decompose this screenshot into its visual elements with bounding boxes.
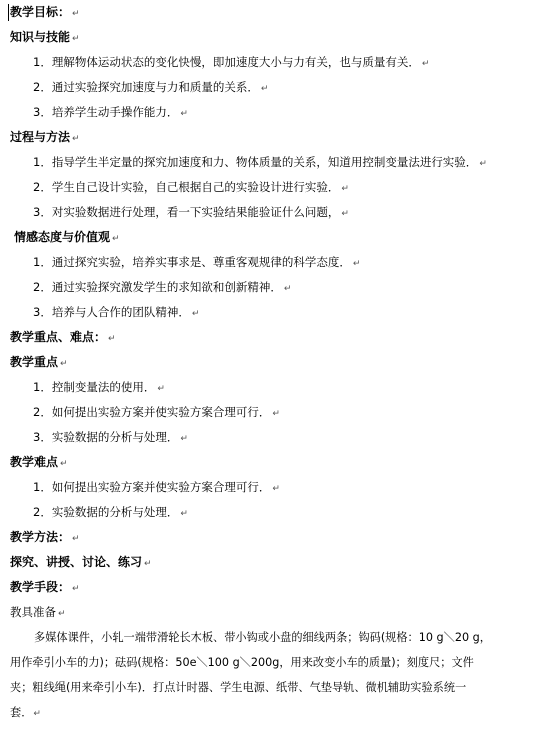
list-item: 1．指导学生半定量的探究加速度和力、物体质量的关系，知道用控制变量法进行实验． ↵: [33, 155, 487, 169]
heading-teaching-means: 教学手段： ↵: [10, 580, 80, 594]
heading-key-points: 教学重点 ↵: [10, 355, 68, 369]
list-item: 2．通过实验探究加速度与力和质量的关系． ↵: [33, 80, 269, 94]
heading-equipment-prep: 教具准备 ↵: [10, 605, 66, 619]
list-item: 2．通过实验探究激发学生的求知欲和创新精神． ↵: [33, 280, 292, 294]
list-item: 2．实验数据的分析与处理． ↵: [33, 505, 188, 519]
methods-list: 探究、讲授、讨论、练习 ↵: [10, 555, 152, 569]
list-item: 3．对实验数据进行处理，看一下实验结果能验证什么问题， ↵: [33, 205, 349, 219]
heading-difficult-points: 教学难点 ↵: [10, 455, 68, 469]
heading-attitude-values: 情感态度与价值观 ↵: [14, 230, 120, 244]
list-item: 2．如何提出实验方案并使实验方案合理可行． ↵: [33, 405, 280, 419]
list-item: 3．实验数据的分析与处理． ↵: [33, 430, 188, 444]
list-item: 1．如何提出实验方案并使实验方案合理可行． ↵: [33, 480, 280, 494]
equipment-paragraph-line: 用作牵引小车的力)；砝码(规格：50e＼100 g＼200g，用来改变小车的质量)；刻度尺；文件: [10, 656, 474, 669]
heading-teaching-goals: 教学目标： ↵: [10, 5, 80, 19]
list-item: 3．培养与人合作的团队精神． ↵: [33, 305, 200, 319]
list-item: 1．理解物体运动状态的变化快慢，即加速度大小与力有关，也与质量有关． ↵: [33, 55, 430, 69]
list-item: 1．通过探究实验，培养实事求是、尊重客观规律的科学态度． ↵: [33, 255, 361, 269]
heading-knowledge-skills: 知识与技能 ↵: [10, 30, 80, 44]
list-item: 1．控制变量法的使用． ↵: [33, 380, 165, 394]
heading-key-difficult-points: 教学重点、难点： ↵: [10, 330, 116, 344]
list-item: 3．培养学生动手操作能力． ↵: [33, 105, 188, 119]
equipment-paragraph-line: 夹；粗线绳(用来牵引小车)．打点计时器、学生电源、纸带、气垫导轨、微机辅助实验系统一: [10, 681, 467, 694]
list-item: 2．学生自己设计实验，自己根据自己的实验设计进行实验． ↵: [33, 180, 349, 194]
heading-process-methods: 过程与方法 ↵: [10, 130, 80, 144]
heading-teaching-methods: 教学方法： ↵: [10, 530, 80, 544]
text-cursor: [8, 4, 9, 21]
equipment-paragraph-line: 多媒体课件，小轧一端带滑轮长木板、带小钩或小盘的细线两条；钩码(规格：10 g＼20 g，: [34, 631, 491, 644]
equipment-paragraph-line: 套．↵: [10, 706, 41, 719]
